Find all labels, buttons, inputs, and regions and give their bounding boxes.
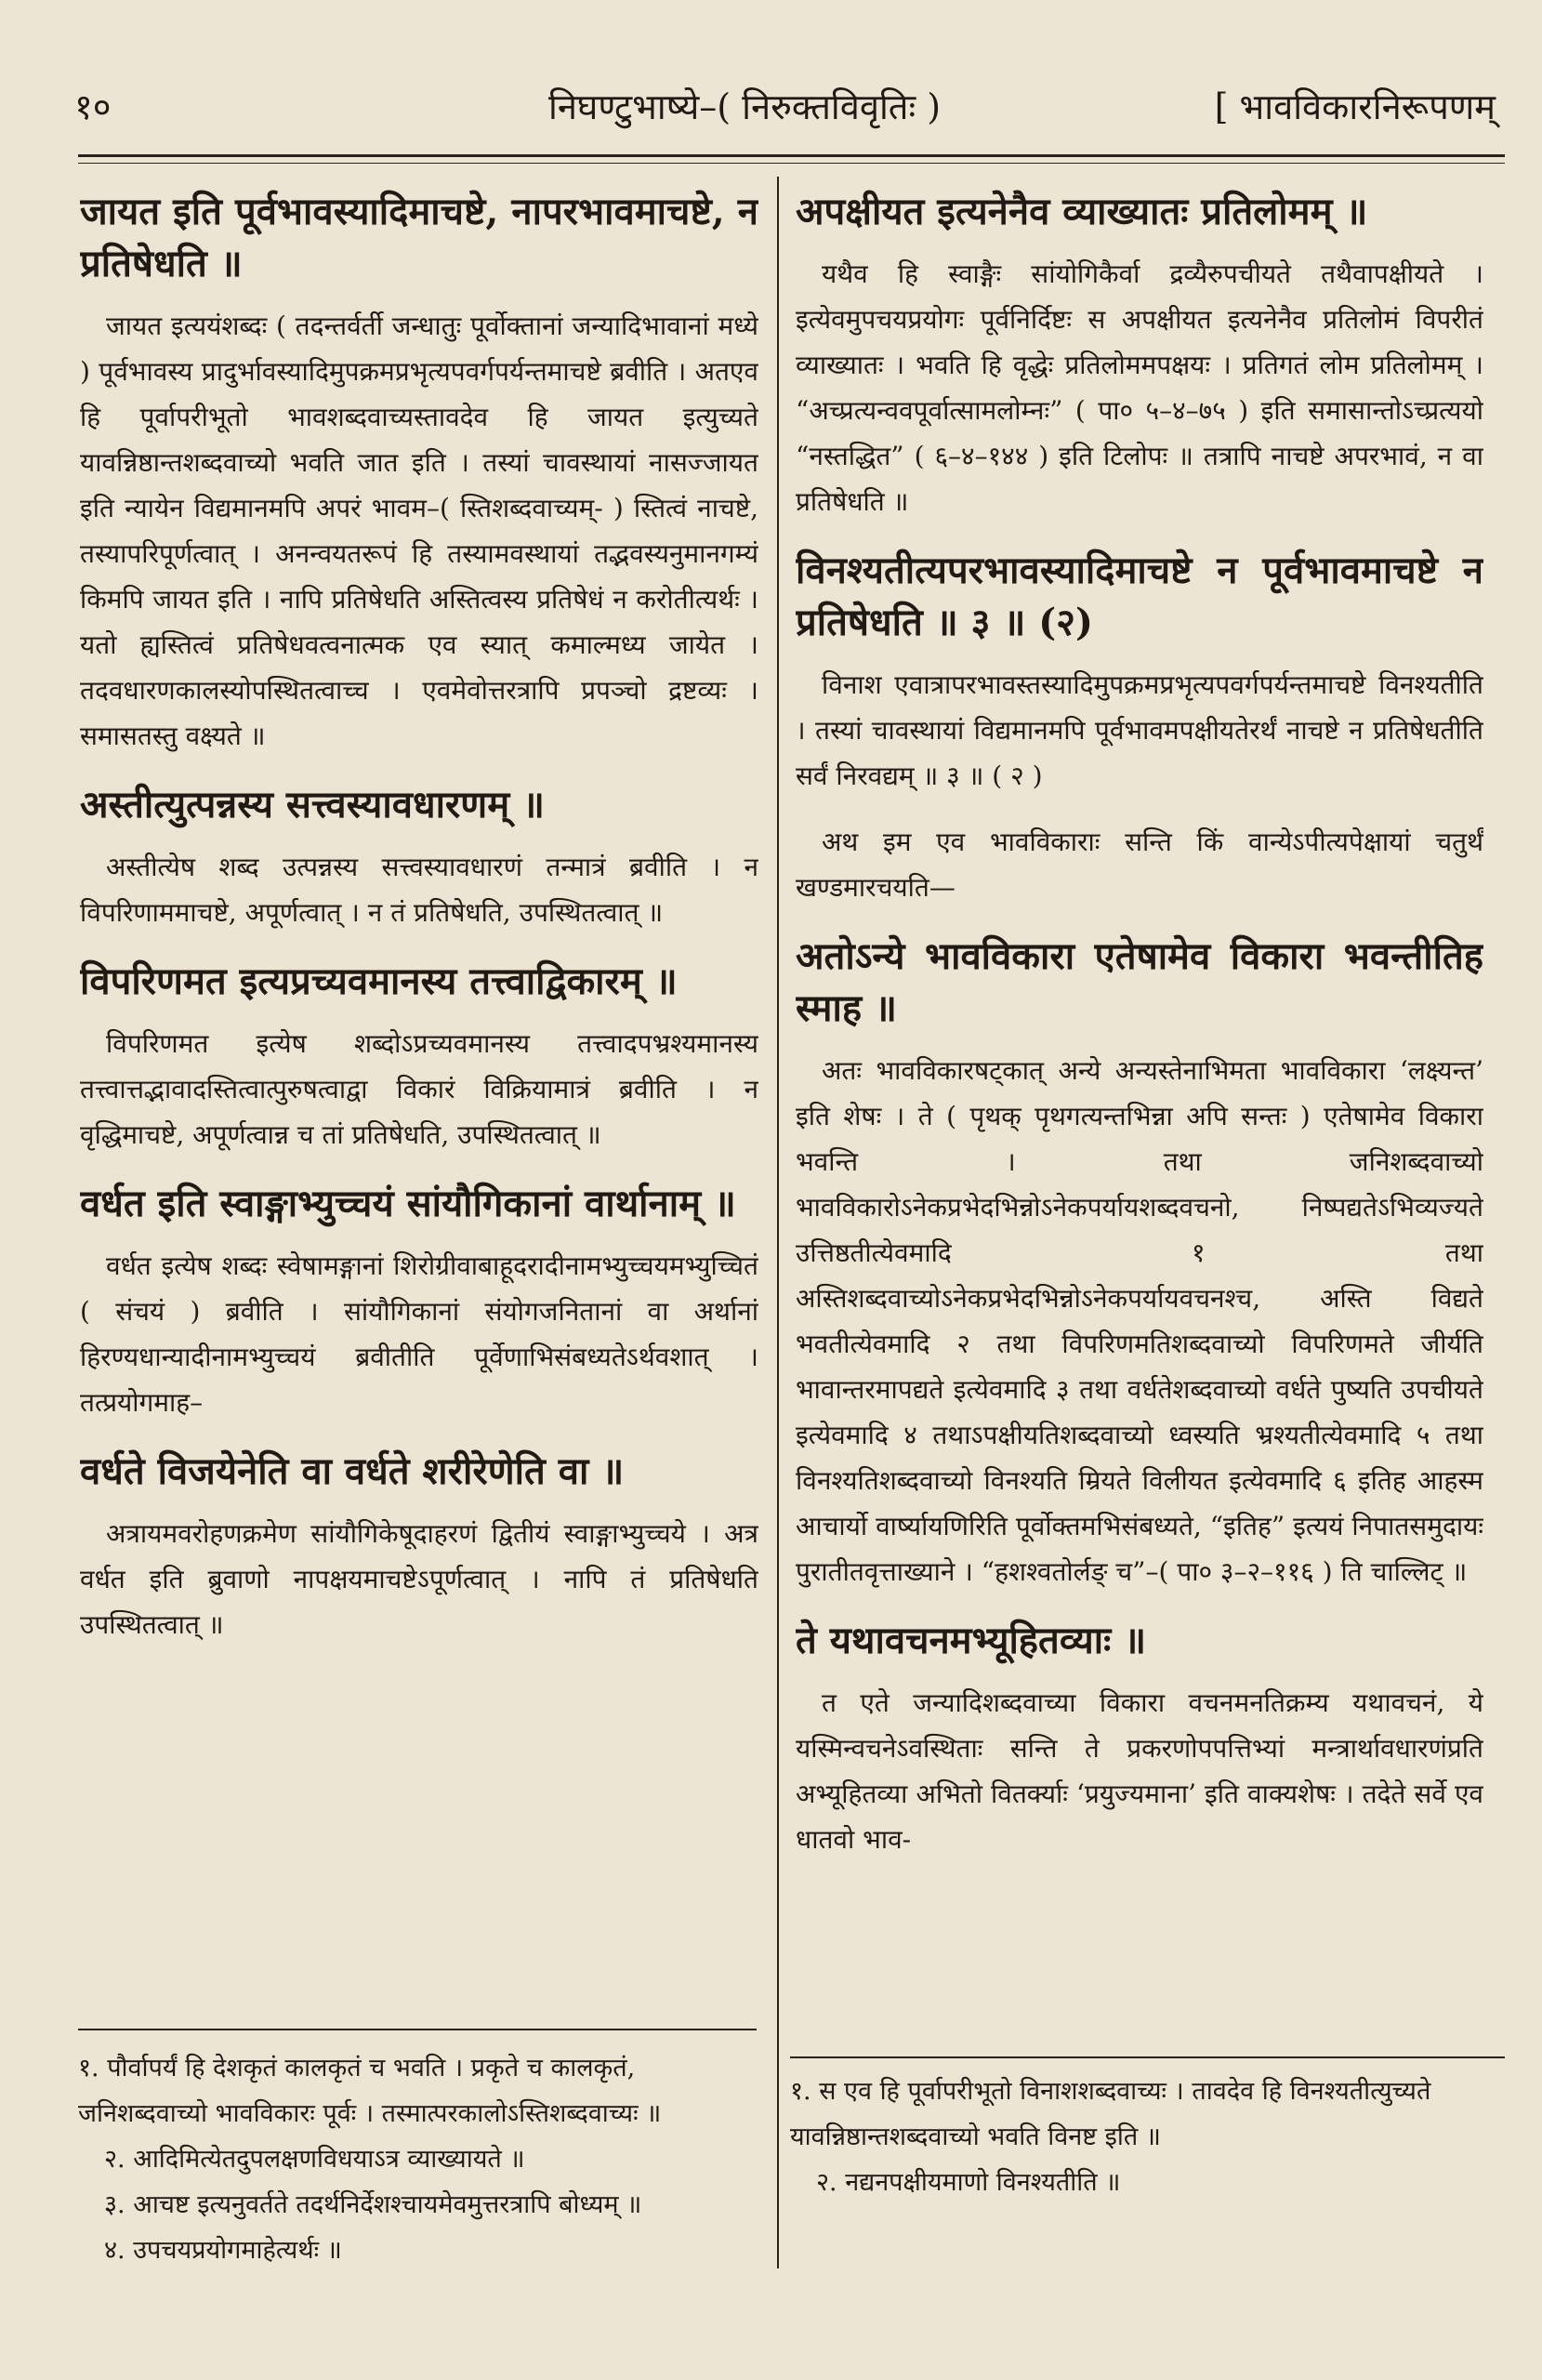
footnote: ३. आचष्ट इत्यनुवर्तते तदर्थनिर्देशश्चायमेवमुत्तरत्रापि बोध्यम् ॥: [104, 2190, 642, 2219]
left-column: [80, 186, 758, 1668]
footnote: २. नद्यनपक्षीयमाणो विनश्यतीति ॥: [816, 2168, 1121, 2197]
commentary-paragraph: त एते जन्यादिशब्दवाच्या विकारा वचनमनतिक्रम्य यथावचनं, ये यस्मिन्वचनेऽवस्थिताः सन्ति ते प्रकरणोपपत्तिभ्यां मन्त्रार्थावधारणंप्रति अभ्यूहितव्या अभितो वितर्क्याः ‘प्रयुज्यमाना’ इति वाक्यशेषः । तदेते सर्वे एव धातवो भाव-: [796, 1687, 1483, 1855]
right-footnote-rule: [790, 2056, 1505, 2058]
commentary-paragraph: जायत इत्ययंशब्दः ( तदन्तर्वर्ती जन्धातुः पूर्वोक्तानां जन्यादिभावानां मध्ये ) पूर्वभावस्य प्रादुर्भावस्यादिमुपक्रमप्रभृत्यपवर्गपर्यन्तमाचष्टे ब्रवीति । अतएव हि पूर्वापरीभूतो भावशब्दवाच्यस्तावदेव हि जायत इत्युच्यते यावन्निष्ठान्तशब्दवाच्यो भवति जात इति । तस्यां चावस्थायां नासज्जायत इति न्यायेन विद्यमानमपि अपरं भावम–( स्तिशब्दवाच्यम्- ) स्तित्वं नाचष्टे, तस्यापरिपूर्णत्वात् । अनन्वयतरूपं हि तस्यामवस्थायां तद्भवस्यनुमानगम्यं किमपि जायत इति । नापि प्रतिषेधति अस्तित्वस्य प्रतिषेधं न करोतीत्यर्थः । यतो ह्यस्तित्वं प्रतिषेधवत्वनात्मक एव स्यात् कमाल्मध्य जायेत । तदवधारणकालस्योपस्थितत्वाच्च । एवमेवोत्तरत्रापि प्रपञ्चो द्रष्टव्यः । समासतस्तु वक्ष्यते ॥: [80, 311, 758, 751]
sutra-heading: वर्धत इति स्वाङ्गाभ्युच्चयं सांयौगिकानां वार्थानाम् ॥: [80, 1182, 736, 1225]
header-rule-thin: [78, 163, 1505, 164]
sutra-heading: विनश्यतीत्यपरभावस्यादिमाचष्टे न पूर्वभावमाचष्टे न प्रतिषेधति ॥ ३ ॥ (२): [796, 549, 1483, 644]
running-header: [74, 82, 1496, 138]
right-footnotes: [790, 2069, 1478, 2205]
header-title: निघण्टुभाष्ये–( निरुक्तविवृतिः ): [548, 86, 942, 127]
commentary-paragraph: अतः भावविकारषट्कात् अन्ये अन्यस्तेनाभिमता भावविकारा ‘लक्ष्यन्त’ इति शेषः । ते ( पृथक् पृथगत्यन्तभिन्ना अपि सन्तः ) एतेषामेव विकारा भवन्ति । तथा जनिशब्दवाच्यो भावविकारोऽनेकप्रभेदभिन्नोऽनेकपर्यायशब्दवचनो, निष्पद्यतेऽभिव्यज्यते उत्तिष्ठतीत्येवमादि १ तथा अस्तिशब्दवाच्योऽनेकप्रभेदभिन्नोऽनेकपर्यायवचनश्च, अस्ति विद्यते भवतीत्येवमादि २ तथा विपरिणमतिशब्दवाच्यो विपरिणमते जीर्यति भावान्तरमापद्यते इत्येवमादि ३ तथा वर्धतेशब्दवाच्यो वर्धते पुष्यति उपचीयते इत्येवमादि ४ तथाऽपक्षीयतिशब्दवाच्यो ध्वस्यति भ्रश्यतीत्येवमादि ५ तथा विनश्यतिशब्दवाच्यो विनश्यति म्रियते विलीयत इत्येवमादि ६ इतिह आहस्म आचार्यो वार्ष्यायणिरिति पूर्वोक्तमभिसंबध्यते, “इतिह” इत्ययं निपातसमुदायः पुरातीतवृत्ताख्याने । “हशश्वतोर्लङ् च”–( पा० ३–२–११६ ) ति चाल्लिट् ॥: [796, 1055, 1483, 1587]
footnote: १. स एव हि पूर्वापरीभूतो विनाशशब्दवाच्यः । तावदेव हि विनश्यतीत्युच्यते यावन्निष्ठान्तशब्दवाच्यो भवति विनष्ट इति ॥: [790, 2077, 1431, 2151]
sutra-heading: अपक्षीयत इत्यनेनैव व्याख्यातः प्रतिलोमम् ॥: [796, 190, 1368, 233]
footnote: ४. उपचयप्रयोगमाहेत्यर्थः ॥: [104, 2236, 342, 2265]
commentary-paragraph: अत्रायमवरोहणक्रमेण सांयौगिकेषूदाहरणं द्वितीयं स्वाङ्गाभ्युच्चये । अत्र वर्धत इति ब्रुवाणो नापक्षयमाचष्टेऽपूर्णत्वात् । नापि तं प्रतिषेधति उपस्थितत्वात् ॥: [80, 1518, 758, 1640]
page-number: १०: [74, 86, 112, 127]
right-column: [796, 186, 1483, 1883]
header-section-title: [ भावविकारनिरूपणम्: [1214, 86, 1496, 127]
commentary-paragraph: अथ इम एव भावविकाराः सन्ति किं वान्येऽपीत्यपेक्षायां चतुर्थं खण्डमारचयति—: [796, 826, 1483, 903]
commentary-paragraph: वर्धत इत्येष शब्दः स्वेषामङ्गानां शिरोग्रीवाबाहूदरादीनामभ्युच्चयमभ्युच्चितं ( संचयं ) ब्रवीति । सांयौगिकानां संयोगजनितानां वा अर्थानां हिरण्यधान्यादीनामभ्युच्चयं ब्रवीतीति पूर्वेणाभिसंबध्यतेऽर्थवशात् । तत्प्रयोगमाह–: [80, 1250, 758, 1418]
commentary-paragraph: अस्तीत्येष शब्द उत्पन्नस्य सत्त्वस्यावधारणं तन्मात्रं ब्रवीति । न विपरिणाममाचष्टे, अपूर्णत्वात् । न तं प्रतिषेधति, उपस्थितत्वात् ॥: [80, 852, 758, 928]
header-rule: [78, 154, 1505, 157]
sutra-heading: जायत इति पूर्वभावस्यादिमाचष्टे, नापरभावमाचष्टे, न प्रतिषेधति ॥: [80, 190, 758, 285]
left-footnotes: [78, 2045, 766, 2273]
commentary-paragraph: विपरिणमत इत्येष शब्दोऽप्रच्यवमानस्य तत्त्वादपभ्रश्यमानस्य तत्त्वात्तद्भावादस्तित्वात्पुरुषत्वाद्वा विकारं विक्रियामात्रं ब्रवीति । न वृद्धिमाचष्टे, अपूर्णत्वान्न च तां प्रतिषेधति, उपस्थितत्वात् ॥: [80, 1028, 758, 1150]
sutra-heading: अस्तीत्युत्पन्नस्य सत्त्वस्यावधारणम् ॥: [80, 783, 546, 826]
footnote: १. पौर्वापर्यं हि देशकृतं कालकृतं च भवति । प्रकृते च कालकृतं, जनिशब्दवाच्यो भावविकारः पूर्वः । तस्मात्परकालोऽस्तिशब्दवाच्यः ॥: [78, 2054, 662, 2128]
commentary-paragraph: यथैव हि स्वाङ्गैः सांयोगिकैर्वा द्रव्यैरुपचीयते तथैवापक्षीयते । इत्येवमुपचयप्रयोगः पूर्वनिर्दिष्टः स अपक्षीयत इत्यनेनैव प्रतिलोमं विपरीतं व्याख्यातः । भवति हि वृद्धेः प्रतिलोममपक्षयः । प्रतिगतं लोम प्रतिलोमम् । “अच्प्रत्यन्ववपूर्वात्सामलोम्नः” ( पा० ५–४–७५ ) इति समासान्तोऽच्प्रत्ययो “नस्तद्धित” ( ६–४–१४४ ) इति टिलोपः ॥ तत्रापि नाचष्टे अपरभावं, न वा प्रतिषेधति ॥: [796, 258, 1483, 517]
sutra-heading: वर्धते विजयेनेति वा वर्धते शरीरेणेति वा ॥: [80, 1449, 625, 1493]
left-footnote-rule: [78, 2029, 757, 2030]
footnote: २. आदिमित्येतदुपलक्षणविधयाऽत्र व्याख्यायते ॥: [104, 2145, 525, 2174]
sutra-heading: ते यथावचनमभ्यूहितव्याः ॥: [796, 1619, 1147, 1662]
commentary-paragraph: विनाश एवात्रापरभावस्तस्यादिमुपक्रमप्रभृत्यपवर्गपर्यन्तमाचष्टे विनश्यतीति । तस्यां चावस्थायां विद्यमानमपि पूर्वभावमपक्षीयतेरर्थं नाचष्टे न प्रतिषेधतीति सर्वं निरवद्यम् ॥ ३ ॥ ( २ ): [796, 669, 1483, 791]
sutra-heading: विपरिणमत इत्यप्रच्यवमानस्य तत्त्वाद्विकारम् ॥: [80, 959, 678, 1003]
column-divider: [777, 177, 779, 2268]
sutra-heading: अतोऽन्ये भावविकारा एतेषामेव विकारा भवन्तीतिह स्माह ॥: [796, 934, 1483, 1030]
